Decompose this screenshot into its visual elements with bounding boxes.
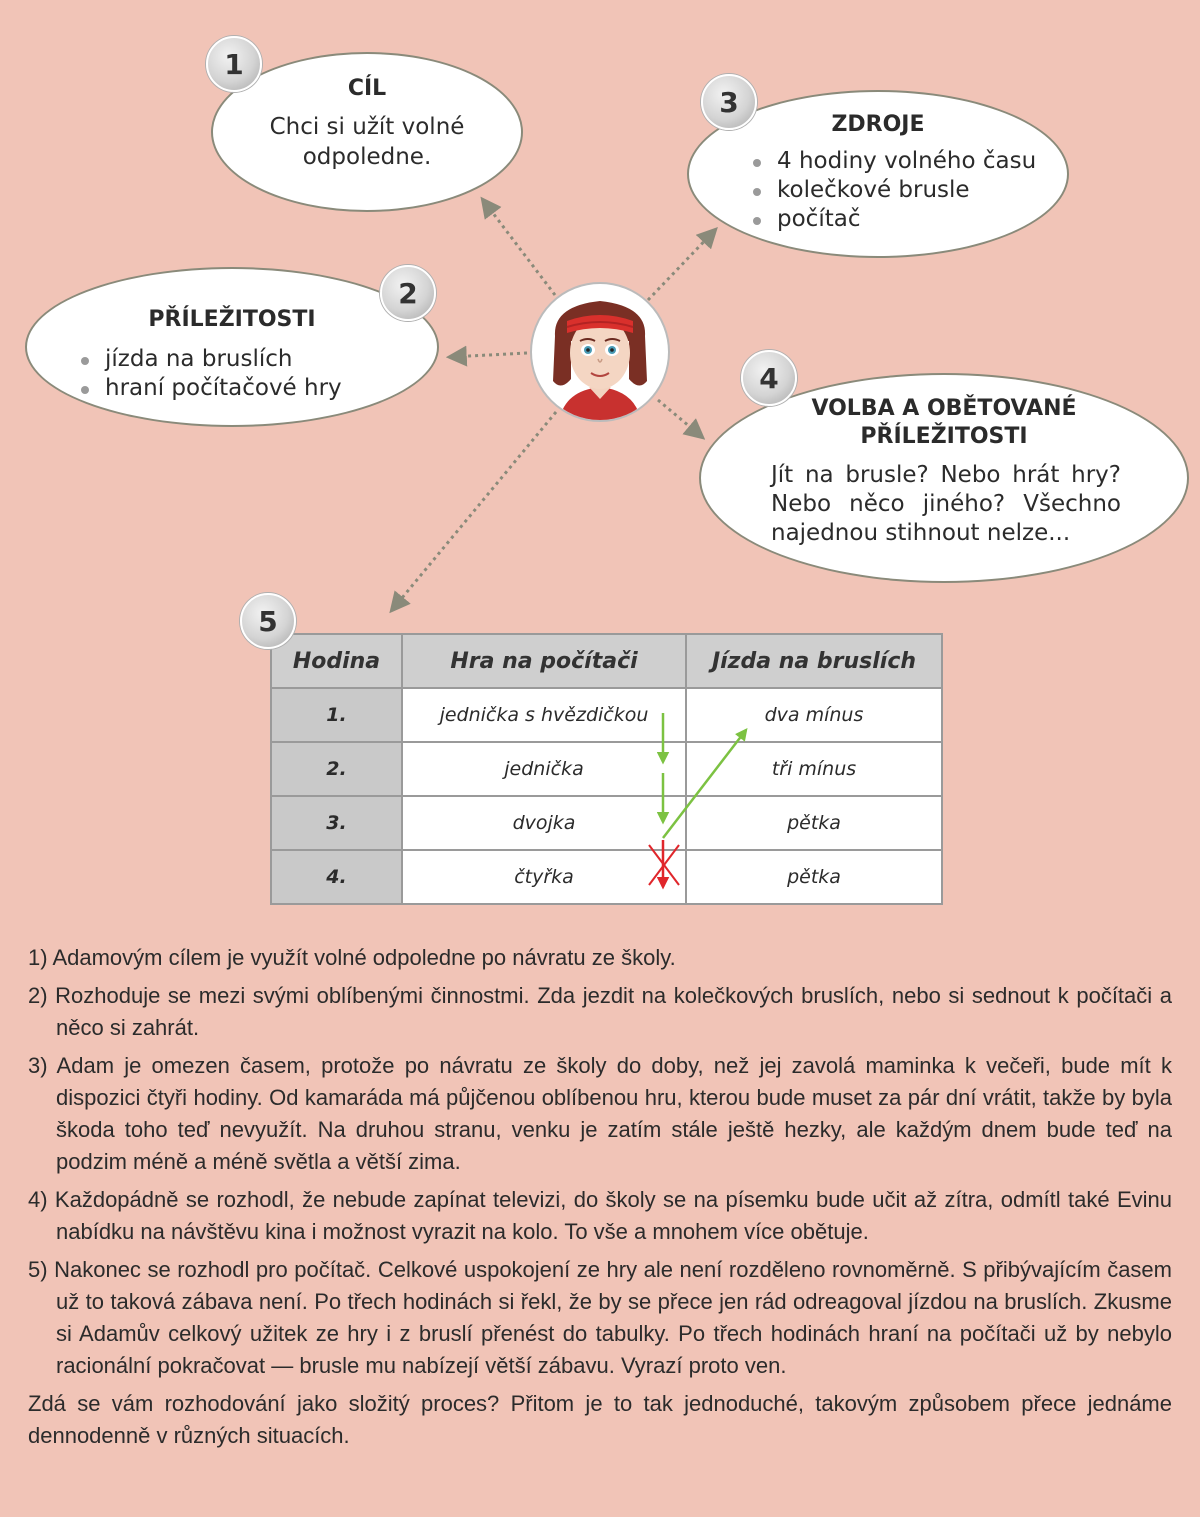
choice-text-line: Nebo něco jiného? Všechno (771, 491, 1121, 517)
computer-cell: dvojka (402, 796, 686, 850)
skating-cell: tři mínus (686, 742, 942, 796)
paragraph-1: 1) Adamovým cílem je využít volné odpoledne po návratu ze školy. (28, 945, 676, 970)
number-badge-5: 5 (240, 593, 296, 649)
paragraph-2: 2) Rozhoduje se mezi svými oblíbenými činnostmi. Zda jezdit na kolečkových bruslích, nebo si sednout k počítači a něco si zahrát. (28, 983, 1172, 1040)
header-hour: Hodina (271, 634, 402, 688)
list-item: 4 hodiny volného času (751, 147, 1036, 176)
paragraph-3: 3) Adam je omezen časem, protože po návratu ze školy do doby, než jej zavolá maminka k večeři, bude mít k dispozici čtyři hodiny. Od kamaráda má půjčenou oblíbenou hru, kterou bude muset za pár dní vrátit, takže by byla škoda toho teď nevyužít. Na druhou stranu, venku je zatím stále ještě hezky, ale každým dnem bude teď na podzim méně a méně světla a větší zima. (28, 1053, 1172, 1174)
paragraph-4: 4) Každopádně se rozhodl, že nebude zapínat televizi, do školy se na písemku bude učit až zítra, odmítl také Evinu nabídku na návštěvu kina i možnost vyrazit na kolo. To vše a mnohem více obětuje. (28, 1187, 1172, 1244)
opportunities-title: PŘÍLEŽITOSTI (148, 307, 316, 332)
paragraph-conclusion: Zdá se vám rozhodování jako složitý proces? Přitom je to tak jednoduché, takovým způsobem přece jednáme dennodenně v různých situacích. (28, 1391, 1172, 1448)
choice-title-line: PŘÍLEŽITOSTI (860, 424, 1028, 449)
skating-cell: pětka (686, 796, 942, 850)
computer-cell: jednička (402, 742, 686, 796)
explanation-text (28, 942, 1172, 1458)
paragraph-5: 5) Nakonec se rozhodl pro počítač. Celkové uspokojení ze hry ale není rozděleno rovnoměrně. S přibývajícím časem už to taková zábava není. Po třech hodinách si řekl, že by se přece jen rád odreagoval jízdou na bruslích. Zkusme si Adamův celkový užitek ze hry i z bruslí přenést do tabulky. Po třech hodinách hraní na počítači už by nebylo racionální pokračovat — brusle mu nabízejí větší zábavu. Vyrazí proto ven. (28, 1257, 1172, 1378)
skating-cell: dva mínus (686, 688, 942, 742)
resources-title: ZDROJE (831, 112, 925, 137)
choice-text-line: najednou stihnout nelze... (771, 520, 1071, 546)
list-item: jízda na bruslích (79, 345, 342, 374)
number-badge-2: 2 (380, 265, 436, 321)
header-computer: Hra na počítači (402, 634, 686, 688)
choice-text-line: Jít na brusle? Nebo hrát hry? (771, 462, 1121, 488)
goal-text-line: odpoledne. (302, 144, 432, 170)
number-badge-1: 1 (206, 36, 262, 92)
hour-cell: 3. (271, 796, 402, 850)
hour-cell: 2. (271, 742, 402, 796)
skating-cell: pětka (686, 850, 942, 904)
header-skating: Jízda na bruslích (686, 634, 942, 688)
list-item: kolečkové brusle (751, 176, 1036, 205)
number-badge-3: 3 (701, 74, 757, 130)
computer-cell: jednička s hvězdičkou (402, 688, 686, 742)
hour-cell: 1. (271, 688, 402, 742)
green-arrow-switch (663, 730, 746, 838)
hour-cell: 4. (271, 850, 402, 904)
goal-title: CÍL (347, 76, 387, 101)
computer-cell: čtyřka (402, 850, 686, 904)
goal-text-line: Chci si užít volné (269, 114, 465, 140)
list-item: počítač (751, 205, 1036, 234)
choice-title-line: VOLBA A OBĚTOVANÉ (811, 396, 1077, 421)
list-item: hraní počítačové hry (79, 374, 342, 403)
number-badge-4: 4 (741, 350, 797, 406)
